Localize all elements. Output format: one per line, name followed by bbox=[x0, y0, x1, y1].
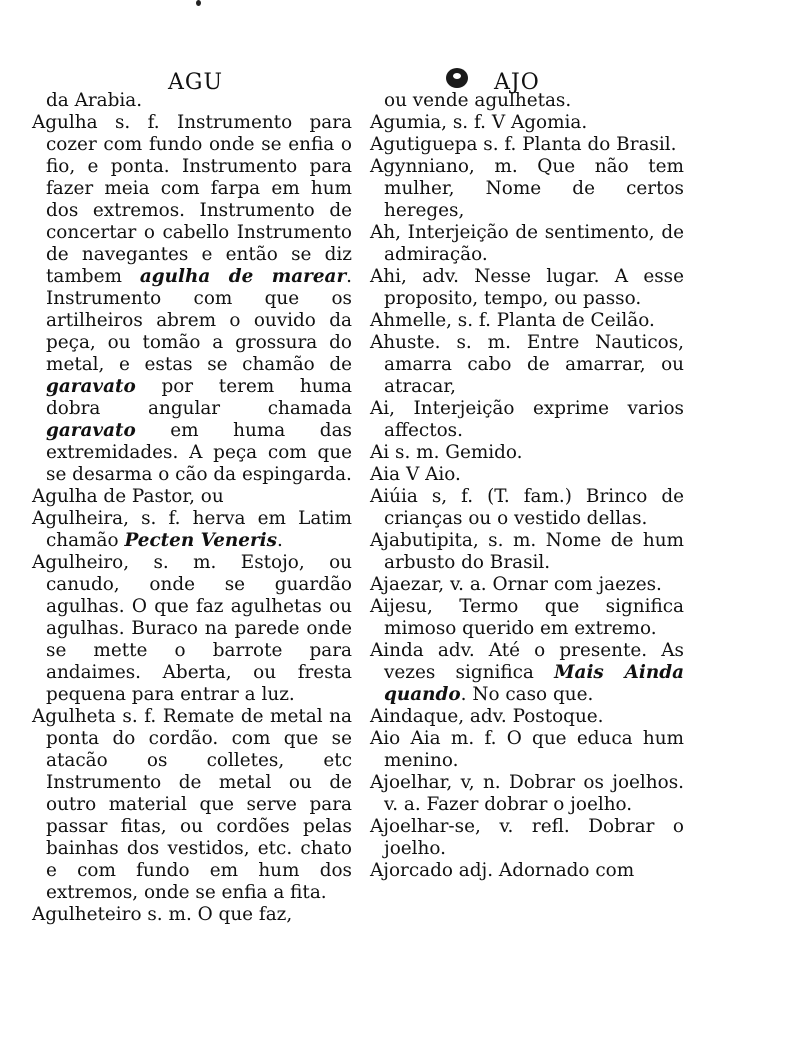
dictionary-entry: Ajoelhar, v, n. Dobrar os joelhos. v. a. Fazer dobrar o joelho. bbox=[370, 772, 684, 815]
dictionary-entry: Aia V Aio. bbox=[370, 464, 461, 485]
dictionary-entry: Agutiguepa s. f. Planta do Brasil. bbox=[370, 134, 677, 155]
dictionary-entry: Agulha de Pastor, ou bbox=[32, 486, 224, 507]
dictionary-entry: Ahmelle, s. f. Planta de Ceilão. bbox=[370, 310, 655, 331]
left-column bbox=[32, 90, 352, 926]
italic-term: Mais Ainda quando bbox=[384, 662, 685, 705]
italic-term: garavato bbox=[46, 420, 136, 441]
dictionary-entry bbox=[32, 508, 352, 552]
entry-text: . bbox=[277, 530, 283, 551]
dictionary-entry: Agynniano, m. Que não tem mulher, Nome de certos hereges, bbox=[370, 156, 684, 221]
running-head-right: AJO bbox=[494, 70, 540, 95]
italic-term: Pecten Veneris bbox=[124, 530, 278, 551]
dictionary-entry bbox=[32, 112, 352, 486]
dictionary-entry: Ai s. m. Gemido. bbox=[370, 442, 523, 463]
dictionary-entry: Ajorcado adj. Adornado com bbox=[370, 860, 635, 881]
entry-text: . Instrumento com que os artilheiros abrem o ouvido da peça, ou tomão a grossura do metal, e estas se chamão de bbox=[46, 266, 353, 375]
dictionary-entry: Agumia, s. f. V Agomia. bbox=[370, 112, 588, 133]
entry-text: por terem huma dobra angular chamada bbox=[46, 376, 352, 419]
ink-blot-ornament bbox=[444, 66, 470, 90]
dictionary-entry: Ajoelhar-se, v. refl. Dobrar o joelho. bbox=[370, 816, 684, 859]
dictionary-entry: Ah, Interjeição de sentimento, de admiração. bbox=[370, 222, 684, 265]
dictionary-entry: Aio Aia m. f. O que educa hum menino. bbox=[370, 728, 684, 771]
dictionary-entry: Ai, Interjeição exprime varios affectos. bbox=[370, 398, 684, 441]
italic-term: agulha de marear bbox=[139, 266, 347, 287]
running-head-left: AGU bbox=[168, 70, 224, 95]
dictionary-entry: da Arabia. bbox=[46, 90, 143, 111]
dictionary-entry: Aindaque, adv. Postoque. bbox=[370, 706, 604, 727]
entry-text: Agulha s. f. Instrumento para cozer com fundo onde se enfia o fio, e ponta. Instrumento para fazer meia com farpa em hum dos extremos. Instrumento de concertar o cabello Instrumento de navegantes e então se diz tambem bbox=[32, 112, 352, 287]
entry-text: em huma das extremidades. A peça com que se desarma o cão da espingarda. bbox=[46, 420, 352, 485]
dictionary-entry: Agulheiro, s. m. Estojo, ou canudo, onde se guardão agulhas. O que faz agulhetas ou agulhas. Buraco na parede onde se mette o barrote para andaimes. Aberta, ou fresta pequena para entrar a luz. bbox=[32, 552, 352, 705]
dictionary-entry: Agulheteiro s. m. O que faz, bbox=[32, 904, 293, 925]
right-column bbox=[370, 90, 684, 882]
dictionary-entry: Aiúia s, f. (T. fam.) Brinco de crianças ou o vestido dellas. bbox=[370, 486, 684, 529]
italic-term: garavato bbox=[46, 376, 136, 397]
entry-text: Agulheira, s. f. herva em Latim chamão bbox=[32, 508, 352, 551]
dictionary-entry: Ajabutipita, s. m. Nome de hum arbusto do Brasil. bbox=[370, 530, 684, 573]
entry-text: Ainda adv. Até o presente. As vezes significa bbox=[370, 640, 684, 683]
dictionary-entry: Ahi, adv. Nesse lugar. A esse proposito, tempo, ou passo. bbox=[370, 266, 684, 309]
dictionary-entry bbox=[370, 640, 684, 706]
dictionary-entry: Ahuste. s. m. Entre Nauticos, amarra cabo de amarrar, ou atracar, bbox=[370, 332, 684, 397]
dictionary-entry: Ajaezar, v. a. Ornar com jaezes. bbox=[370, 574, 662, 595]
entry-text: . No caso que. bbox=[460, 684, 594, 705]
dictionary-entry: ou vende agulhetas. bbox=[384, 90, 572, 111]
dictionary-entry: Agulheta s. f. Remate de metal na ponta do cordão. com que se atacão os colletes, etc Instrumento de metal ou de outro material que serve para passar fitas, ou cordões pelas bainhas dos vestidos, etc. chato e com fundo em hum dos extremos, onde se enfia a fita. bbox=[32, 706, 352, 903]
dictionary-entry: Aijesu, Termo que significa mimoso querido em extremo. bbox=[370, 596, 684, 639]
ink-speck bbox=[196, 0, 201, 6]
